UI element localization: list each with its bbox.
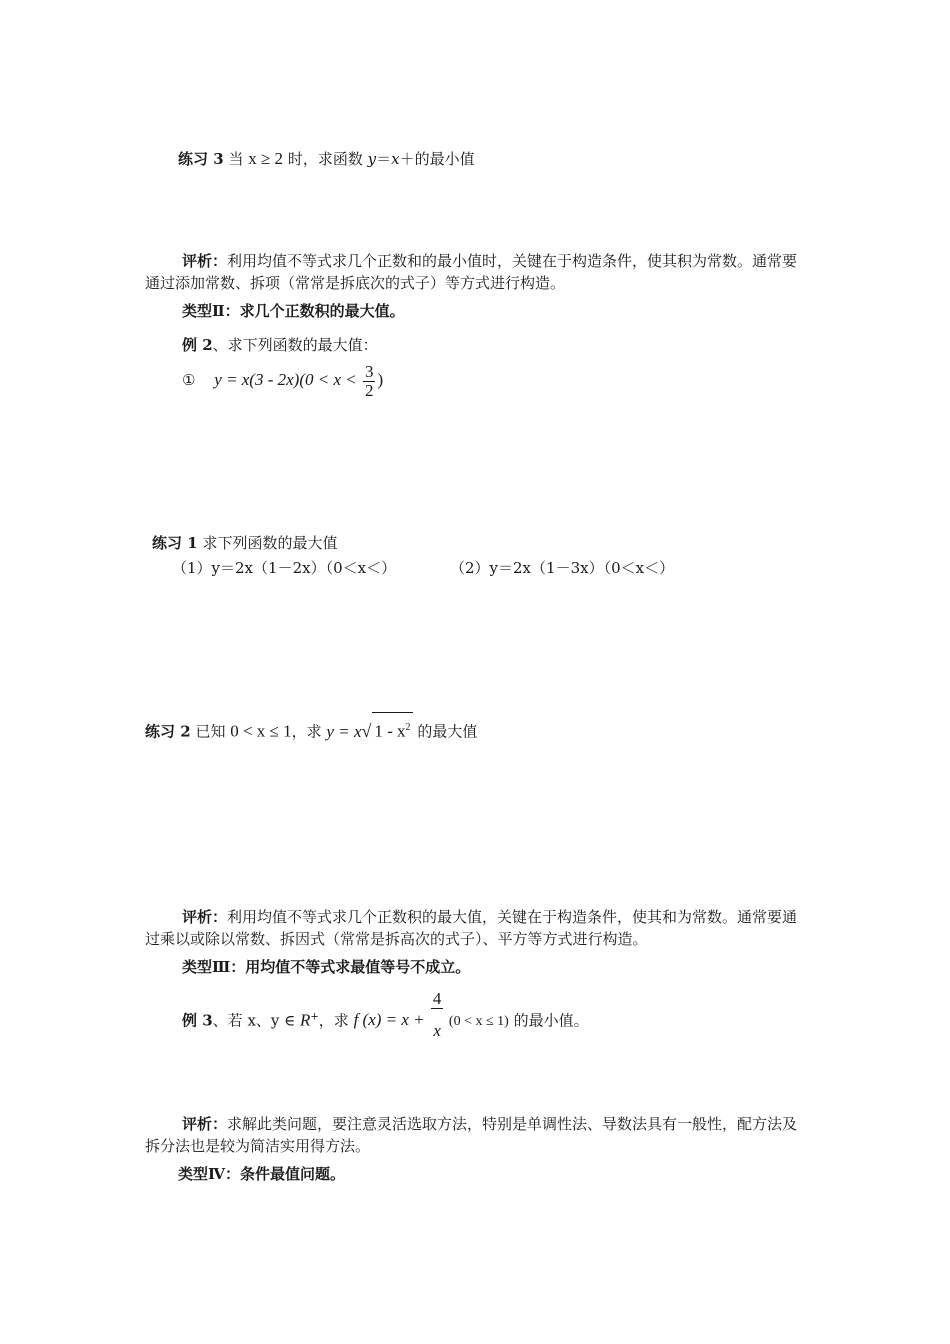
analysis-3-text: 求解此类问题，要注意灵活选取方法，特别是单调性法、导数法具有一般性，配方法及拆分法也是较为简洁实用得方法。 [145, 1115, 798, 1155]
example-2-formula-lhs: y = x(3 - 2x)(0 < x < [214, 370, 361, 389]
practice-3-x: x [391, 150, 400, 168]
example-3-text-2: ，求 [318, 1011, 354, 1030]
example-2-text: 、求下列函数的最大值： [212, 336, 378, 354]
example-2-item [182, 358, 383, 402]
type-4-title: 类型Ⅳ：条件最值问题。 [178, 1165, 346, 1183]
example-3-formula-lhs: f (x) = x + [353, 1010, 429, 1030]
analysis-1-text: 利用均值不等式求几个正数和的最小值时，关键在于构造条件，使其积为常数。通常要通过添加常数、拆项（常常是拆底次的式子）等方式进行构造。 [145, 252, 798, 292]
example-2-fraction-den: 2 [364, 380, 374, 400]
example-2-line [182, 334, 378, 356]
example-2-formula-rhs: ) [377, 370, 384, 389]
analysis-1-label: 评析： [182, 252, 228, 270]
example-2-formula [214, 361, 384, 400]
type-3-title: 类型Ⅲ：用均值不等式求最值等号不成立。 [182, 958, 471, 976]
practice-3-text-2: 时，求函数 [283, 150, 368, 168]
example-2-fraction [363, 363, 376, 400]
practice-3-line [178, 148, 475, 170]
example-2-label: 例 2 [182, 336, 213, 354]
practice-3-func-var: y [367, 150, 377, 168]
example-3-fraction-den: x [433, 1021, 441, 1040]
example-3-text-3: 的最小值。 [508, 1011, 589, 1030]
practice-1-part-2: （2）y＝2x（1－3x）（0＜x＜） [450, 559, 675, 577]
type-2-title: 类型Ⅱ：求几个正数积的最大值。 [182, 302, 405, 320]
practice-2-exponent: 2 [405, 722, 411, 733]
practice-2-line [145, 712, 477, 747]
example-3-set: R [300, 1010, 311, 1030]
practice-1-text: 求下列函数的最大值 [197, 534, 338, 552]
practice-3-equals: ＝ [376, 150, 392, 168]
practice-2-formula-lhs: y = x [326, 721, 362, 741]
analysis-3 [145, 1113, 810, 1157]
analysis-2 [145, 906, 810, 950]
practice-3-text-3: ＋的最小值 [399, 150, 475, 168]
example-3-set-sup: + [310, 1011, 319, 1023]
example-2-item-marker: ① [182, 371, 196, 389]
example-3-fraction [431, 990, 444, 1053]
type-2-heading [182, 300, 405, 322]
practice-2-radicand-text: 1 - x [374, 721, 406, 741]
practice-2-condition: 0 < x ≤ 1 [230, 721, 292, 741]
example-3-label: 例 3 [182, 1011, 213, 1030]
practice-2-formula [326, 722, 412, 741]
example-3-text-1: 、若 x、y ∈ [212, 1011, 301, 1030]
practice-1-line [152, 532, 337, 554]
practice-3-condition: x ≥ 2 [248, 149, 284, 168]
type-4-heading [178, 1163, 345, 1185]
example-3-formula [353, 989, 509, 1040]
analysis-2-text: 利用均值不等式求几个正数积的最大值，关键在于构造条件，使其和为常数。通常要通过乘以或除以常数、拆因式（常常是拆高次的式子）、平方等方式进行构造。 [145, 908, 798, 948]
sqrt-sign: √ [361, 720, 372, 741]
analysis-3-label: 评析： [182, 1115, 228, 1133]
example-3-line [182, 990, 589, 1053]
example-2-fraction-num: 3 [364, 361, 374, 381]
practice-3-label: 练习 3 [178, 150, 224, 168]
practice-1-part-1: （1）y＝2x（1－2x）（0＜x＜） [172, 559, 397, 577]
analysis-2-label: 评析： [182, 908, 228, 926]
practice-2-text-3: 的最大值 [412, 722, 478, 741]
practice-2-label: 练习 2 [145, 722, 191, 741]
analysis-1 [145, 250, 810, 294]
practice-2-radicand [372, 712, 412, 747]
practice-1-label: 练习 1 [152, 534, 198, 552]
practice-2-text-2: ，求 [291, 722, 327, 741]
example-3-condition: (0 < x ≤ 1) [445, 1014, 509, 1030]
type-3-heading [182, 956, 470, 978]
practice-2-text-1: 已知 [190, 722, 231, 741]
example-3-fraction-num: 4 [432, 989, 442, 1008]
practice-3-text-1: 当 [223, 150, 249, 168]
